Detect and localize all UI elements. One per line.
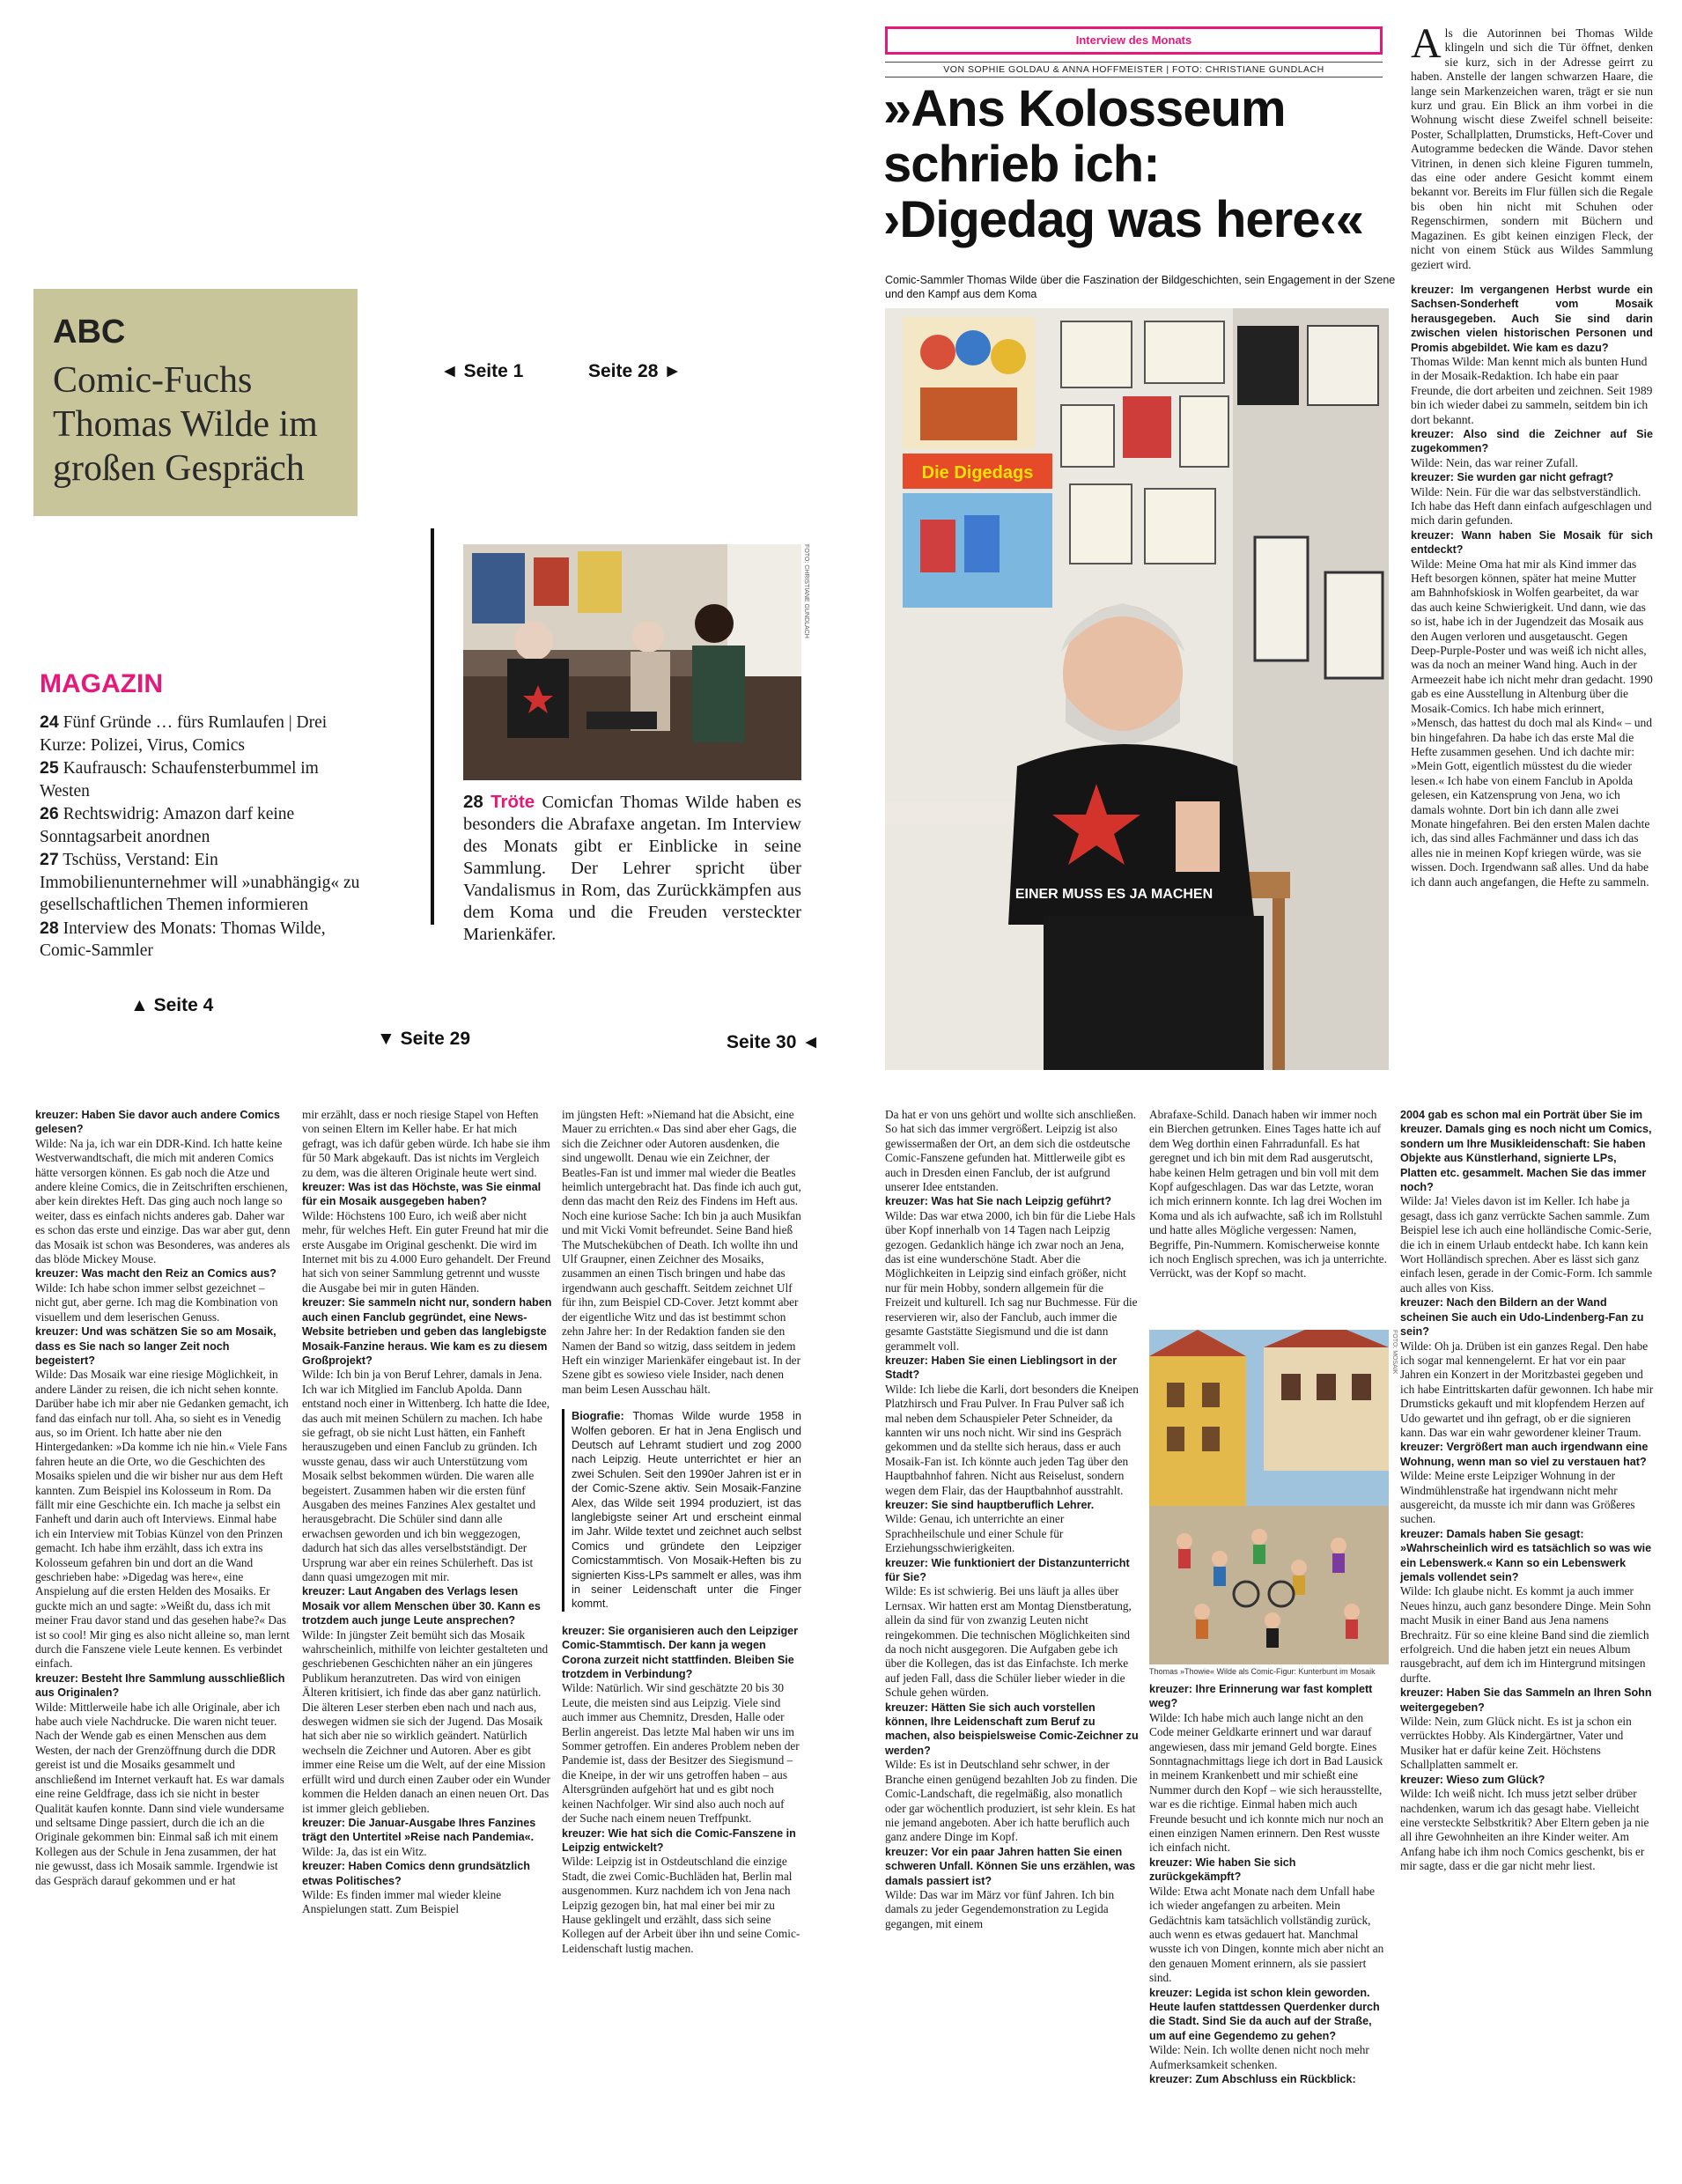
teaser-divider <box>431 528 434 925</box>
interview-answer: im jüngsten Heft: »Niemand hat die Absicht, eine Mauer zu errichten.« Das sind aber eher Gags, die sich die Zeichner oder Autoren ausdenken, die sind ungewollt. Denau wie ein Zeichner, der Beatles-Fan ist und immer mal wieder die Beatles heimlich untergebracht hat. Das finde ich auch gut, denn das macht den Reiz des Findens im Heft aus. Noch eine kuriose Sache: Ich bin ja auch Musikfan und mit Vicki Vomit befreundet. Seine Band hieß The Mutschekübchen of Death. Ich wollte ihn und Ulf Graupner, einen Zeichner des Mosaiks, zusammen an einen Tisch bringen und habe das irgendwann auch geschafft. Seitdem zeichnet Ulf für ihn, zum Beispiel CD-Cover. Jetzt kommt aber der eigentliche Witz und das ist bestimmt schon zehn Jahre her: In der Redaktion fanden sie den Namen der Band so witzig, dass seitdem in jedem Heft ein winziger Marienkäfer eingebaut ist. In der Szene gibt es sowieso viele Insider, nach denen man beim Lesen Ausschau hält. <box>562 1108 801 1396</box>
headline <box>883 81 1412 247</box>
interview-question: kreuzer: Die Januar-Ausgabe Ihres Fanzines trägt den Untertitel »Reise nach Pandemia«. <box>302 1816 536 1844</box>
bio-label: Biografie: <box>572 1409 624 1423</box>
interview-question: kreuzer: Wann haben Sie Mosaik für sich entdeckt? <box>1411 528 1653 557</box>
magazin-heading: MAGAZIN <box>40 669 163 698</box>
shirt-slogan: EINER MUSS ES JA MACHEN <box>1014 887 1214 902</box>
magazin-item <box>40 849 365 917</box>
interview-question: kreuzer: Hätten Sie sich auch vorstellen können, Ihre Leidenschaft zum Beruf zu machen, also beispielsweise Comic-Zeichner zu werden? <box>885 1701 1139 1757</box>
abc-label: ABC <box>53 314 126 350</box>
interview-question: kreuzer: Wieso zum Glück? <box>1400 1773 1546 1786</box>
teaser-body: Comicfan Thomas Wilde haben es besonders die Abrafaxe angetan. Im Interview des Monats gibt er Einblicke in seine Sammlung. Der Lehrer spricht über Vandalismus in Rom, das Zurückkämpfen aus dem Koma und die Freuden versteckter Marienkäfer. <box>463 793 802 944</box>
interview-answer: Wilde: Es ist schwierig. Bei uns läuft ja alles über Lernsax. Wir hatten erst am Montag Dienstberatung, allein da sind für von zwanzig Leuten nicht reingekommen. Die technischen Möglichkeiten sind da noch nicht ausgegoren. Die Aufgaben gebe ich über die Kollegen, das ist das Einfachste. Ich merke auf jeden Fall, dass die Schüler lieber wieder in die Schule gehen würden. <box>885 1584 1132 1700</box>
interview-column-f <box>1400 1108 1656 1874</box>
interview-column-e <box>1149 1108 1389 1281</box>
abc-title: Comic-Fuchs Thomas Wilde im großen Gespräch <box>53 360 318 489</box>
interview-column-e2 <box>1149 1682 1389 2086</box>
page-ref-seite-1: ◄ Seite 1 <box>440 361 524 381</box>
abc-box <box>33 289 358 516</box>
magazin-item <box>40 712 365 756</box>
page-ref-seite-29: ▼ Seite 29 <box>377 1029 471 1049</box>
section-label: Interview des Monats <box>885 26 1383 55</box>
intro-paragraph <box>1411 20 1653 272</box>
magazin-item-text: Kaufrausch: Schaufensterbummel im Westen <box>40 759 319 801</box>
interview-answer: Wilde: Es finden immer mal wieder kleine Anspielungen statt. Zum Beispiel <box>302 1887 502 1916</box>
interview-answer: Wilde: Meine Oma hat mir als Kind immer das Heft besorgen können, später hat meine Mutter am Bahnhofskiosk in Wolfen gearbeitet, da war das auch keine Schwierigkeit. Und dann, wie das so ist, habe ich in der Jugendzeit das Mosaik aus den Augen verloren und ausgetauscht. Gegen Deep-Purple-Poster und was weiß ich nicht alles, was da noch an meiner Wand hing. Auch in der Armeezeit habe ich nicht mehr dran gedacht. 1990 gab es eine Ausstellung in Altenburg über die Mosaik-Comics. Ich habe mich erinnert, »Mensch, das hattest du doch mal als Kind« – und bin hingefahren. Da habe ich das erste Mal die Hefte zusammen gesehen. Und ich dachte mir: »Mein Gott, eigentlich müsstest du die wieder lesen.« Ich habe von einem Fanclub in Apolda gelesen, ein Katzensprung von Jena, wo ich damals wohnte. Dort bin ich dann alle zwei Monate hingefahren. Bei den ersten Malen dachte ich, das sind alles Fachmänner und dass ich das alles nie in meinen Kopf kriegen würde, was sie wissen. Doch. Irgendwann saß alles. Und da habe ich dann auch angefangen, die Hefte zu sammeln. <box>1411 557 1653 889</box>
comic-caption: Thomas »Thowie« Wilde als Comic-Figur: Kunterbunt im Mosaik <box>1149 1667 1376 1676</box>
interview-answer: Wilde: Das war im März vor fünf Jahren. Ich bin damals zu jeder Gegendemonstration zu Legida gegangen, mit einem <box>885 1887 1115 1930</box>
interview-answer: Wilde: Ja, das ist ein Witz. <box>302 1844 427 1858</box>
interview-question: kreuzer: Damals haben Sie gesagt: »Wahrscheinlich wird es tatsächlich so was wie ein Lebenswerk.« Kann so ein Lebenswerk jemals vollendet sein? <box>1400 1527 1652 1583</box>
interview-question: kreuzer: Was macht den Reiz an Comics aus? <box>35 1267 277 1280</box>
interview-question: kreuzer: Wie haben Sie sich zurückgekämpft? <box>1149 1856 1296 1884</box>
subheadline: Comic-Sammler Thomas Wilde über die Faszination der Bildgeschichten, sein Engagement in der Szene und den Kampf aus dem Koma <box>885 274 1396 300</box>
interview-answer: Wilde: Ich habe mich auch lange nicht an den Code meiner Geldkarte erinnert und war darauf angewiesen, dass mir jemand Geld borgte. Eines Sonntagnachmittags liege ich dort in Bad Lausick in meinem Krankenbett und mir schießt eine Nummer durch den Kopf – wie sich herausstellte, war es die richtige. Einmal haben mich auch Freunde besucht und ich konnte mich nur noch an einen einzigen Namen erinnern. Den Rest wusste ich einfach nicht. <box>1149 1710 1383 1855</box>
intro-column <box>1411 20 1653 889</box>
interview-question: kreuzer: Wie funktioniert der Distanzunterricht für Sie? <box>885 1556 1130 1583</box>
bio-box <box>562 1409 801 1612</box>
interview-question: kreuzer: Haben Sie einen Lieblingsort in der Stadt? <box>885 1354 1118 1382</box>
intro-text: ls die Autorinnen bei Thomas Wilde klingeln und sich die Tür öffnet, denken sie kurz, sich in der Adresse geirrt zu haben. Anstelle der langen schwarzen Haare, die lange sein Markenzeichen waren, trägt er sie nun kurz und grau. Ein Blick an ihm vorbei in die Wohnung wischt diese Zweifel schnell beiseite: Poster, Schallplatten, Drumsticks, Heft-Cover und Autogramme bedecken die Wände. Davor stehen Vitrinen, in denen sich kleine Figuren tummeln, das eine oder andere Gesicht kommt einem bekannt vor. Bereits im Flur füllen sich die Regale bis oben hin nicht mit Schuhen oder Regenschirmen, sondern mit Büchern und Magazinen. Es gibt keinen einzigen Fleck, der nicht von einem Stück aus Wildes Sammlung geziert wird. <box>1411 26 1653 271</box>
interview-answer: Wilde: Das Mosaik war eine riesige Möglichkeit, in andere Länder zu reisen, die ich nicht sehen konnte. Darüber habe ich mir aber nie Gedanken gemacht, ich fand das einfach nur toll. Aha, so sieht es in Venedig aus, so im Orient. Ich hatte aber nie den Hintergedanken: »Da komme ich nie hin.« Viele Fans fahren heute an die Orte, wo die Geschichten des Mosaiks spielen und die wir bisher nur aus dem Heft kannten. Zum Beispiel ins Kolosseum in Rom. Da fällt mir eine Geschichte ein. Ich mache ja selbst ein Fanheft und darin auch oft Interviews. Einmal habe ich ein Interview mit Tobias Künzel von den Prinzen gemacht. Ich habe ihm erzählt, dass ich extra ins Kolosseum gefahren bin und dort an die Wand geschrieben habe: »Digedag was here«, eine Anspielung auf die ersten Helden des Mosaiks. Er guckte mich an und sagte: »Weißt du, dass ich mit meiner Frau davor stand und das gesehen habe?« Das ist so cool! Mir ging es also nicht alleine so, man lernt durch die Fanszene viele Leute kennen. Es verbindet einfach. <box>35 1368 290 1671</box>
bio-text: Thomas Wilde wurde 1958 in Wolfen geboren. Er hat in Jena Englisch und Deutsch auf Lehramt studiert und zog 2000 nach Leipzig. Heute unterrichtet er hier an zwei Schulen. Seit den 1990er Jahren ist er in der Comic-Szene aktiv. Sein Mosaik-Fanzine Alex, das Wilde seit 1994 produziert, ist das langlebigste seiner Art und erscheint einmal im Jahr. Wilde textet und zeichnet auch selbst Comics und gründete den Leipziger Comicstammtisch. Von Mosaik-Heften bis zu signierten Kiss-LPs sammelt er alles, was ihm in seiner Leidenschaft unter die Finger kommt. <box>572 1409 801 1611</box>
interview-answer: Wilde: Leipzig ist in Ostdeutschland die einzige Stadt, die zwei Comic-Buchläden hat, Berlin mal ausgenommen. Kurz nachdem ich von Jena nach Leipzig gezogen bin, hat mal einer bei mir zu Hause geklingelt und erzählt, dass sich seine Kollegen auf der Arbeit über ihn und seine Comic-Leidenschaft lustig machen. <box>562 1855 800 1955</box>
interview-answer: Wilde: Das war etwa 2000, ich bin für die Liebe Hals über Kopf innerhalb von 14 Tagen nach Leipzig gezogen. Gedanklich hänge ich zwar noch an Jena, das ist eine wunderschöne Stadt. Aber die Möglichkeiten in Leipzig sind einfach größer, nicht nur für mein Hobby, sondern allgemein für die Freizeit und kulturell. Ich sag nur Buchmesse. Für die reservieren wir, also der Fanclub, auch immer die gesamte Gaststätte Siegismund und die ist dann gerammelt voll. <box>885 1208 1138 1353</box>
interview-answer: Wilde: Ich weiß nicht. Ich muss jetzt selber drüber nachdenken, warum ich das gesagt habe. Vielleicht eine versteckte Selbstkritik? Aber Eltern geben ja nie all ihre Gewohnheiten an ihre Kinder weiter. Am Anfang habe ich ihm noch Comics geschenkt, bis er mir sagte, dass er die gar nicht mehr liest. <box>1400 1787 1649 1873</box>
interview-answer: Wilde: Meine erste Leipziger Wohnung in der Windmühlenstraße hat irgendwann nicht mehr ausgereicht, da musste ich mir dann was Größeres suchen. <box>1400 1469 1635 1526</box>
magazin-item-number: 25 <box>40 758 59 778</box>
interview-column-c-wrap <box>562 1108 801 1956</box>
teaser-page-number: 28 <box>463 792 483 812</box>
interview-question: kreuzer: Was ist das Höchste, was Sie einmal für ein Mosaik ausgegeben haben? <box>302 1181 542 1208</box>
comic-illustration <box>1149 1330 1389 1664</box>
interview-answer: Wilde: Natürlich. Wir sind geschätzte 20 bis 30 Leute, die meisten sind aus Leipzig. Viele sind auch immer aus Chemnitz, Dresden, Halle oder Berlin angereist. Das letzte Mal haben wir uns im Sommer getroffen. Ein anderes Problem neben der Pandemie ist, dass der Besitzer des Siegismund – die Kneipe, in der wir uns getroffen haben – aus Altersgründen aufgehört hat und es gibt noch keinen Nachfolger. Wir sind also auch noch auf der Suche nach einem neuen Treffpunkt. <box>562 1681 800 1826</box>
interview-answer: Wilde: Es ist in Deutschland sehr schwer, in der Branche einen genügend bezahlten Job zu finden. Die Comic-Landschaft, die regelmäßig, also monatlich oder gar wöchentlich produziert, ist sehr klein. Es hat nie jemand angeboten. Aber ich hatte beruflich auch ganz andere Dinge im Kopf. <box>885 1758 1138 1844</box>
interview-column-c2 <box>562 1624 801 1956</box>
interview-question: 2004 gab es schon mal ein Porträt über Sie im kreuzer. Damals ging es noch nicht um Comics, sondern um Ihre Musikleidenschaft: Sie haben Objekte aus Künstlerhand, signierte LPs, Platten etc. gesammelt. Machen Sie das immer noch? <box>1400 1109 1652 1194</box>
dropcap: A <box>1411 20 1442 67</box>
magazin-item-text: Interview des Monats: Thomas Wilde, Comic-Sammler <box>40 919 326 960</box>
interview-question: kreuzer: Haben Sie das Sammeln an Ihren Sohn weitergegeben? <box>1400 1686 1652 1714</box>
teaser-photo <box>463 544 801 780</box>
main-photo <box>885 308 1389 1070</box>
interview-answer: mir erzählt, dass er noch riesige Stapel von Heften von seinen Eltern im Keller habe. Er hat mich gefragt, was ich dafür geben würde. Ich habe sie ihm für 50 Mark abgekauft. Das ist nichts im Vergleich zu dem, was die älteren Originale heute wert sind. <box>302 1108 550 1179</box>
interview-question: kreuzer: Was hat Sie nach Leipzig geführt? <box>885 1195 1112 1208</box>
interview-question: kreuzer: Also sind die Zeichner auf Sie zugekommen? <box>1411 427 1653 455</box>
interview-answer: Wilde: Nein. Ich wollte denen nicht noch mehr Aufmerksamkeit schenken. <box>1149 2043 1369 2071</box>
interview-question: kreuzer: Laut Angaben des Verlags lesen Mosaik vor allem Menschen über 30. Kann es trotzdem auch junge Leute ansprechen? <box>302 1585 541 1627</box>
magazin-list <box>40 712 365 963</box>
magazin-item <box>40 803 365 848</box>
interview-question: kreuzer: Wie hat sich die Comic-Fanszene in Leipzig entwickelt? <box>562 1826 796 1854</box>
interview-question: kreuzer: Und was schätzen Sie so am Mosaik, dass es Sie nach so langer Zeit noch begeistert? <box>35 1325 277 1367</box>
teaser-text <box>463 791 801 946</box>
interview-answer: Wilde: Mittlerweile habe ich alle Originale, aber ich habe auch viele Nachdrucke. Die waren nicht teuer. Nach der Wende gab es einen Menschen aus dem Westen, der nach der Grenzöffnung durch die DDR gereist ist und die Mosaiks gesammelt und anschließend im Internet verkauft hat. Es war damals eine reine Geldfrage, dass ich sie nicht in bester Qualität kaufen konnte. Dann sind viele wundersame und seltsame Dinge passiert, durch die ich an die Originale gekommen bin: Einmal saß ich mit einem Kollegen aus der Schule in Jena zusammen, der hat nie gewusst, dass ich Mosaik sammle. Irgendwie ist das Gespräch darauf gekommen und er hat <box>35 1700 284 1887</box>
interview-answer: Wilde: Ja! Vieles davon ist im Keller. Ich habe ja gesagt, dass ich ganz verrückte Sachen sammle. Zum Beispiel lese ich auch eine holländische Comic-Serie, die ich in einem Urlaub entdeckt habe. Ich kann kein Wort Holländisch sprechen. Aber es lässt sich ganz einfach lesen, gerade in der Comic-Form. Ich sammle auch alles von Kiss. <box>1400 1194 1653 1295</box>
page-ref-seite-28: Seite 28 ► <box>588 361 682 381</box>
interview-question: kreuzer: Vor ein paar Jahren hatten Sie einen schweren Unfall. Können Sie uns erzählen, was damals passiert ist? <box>885 1845 1136 1887</box>
interview-answer: Abrafaxe-Schild. Danach haben wir immer noch ein Bierchen getrunken. Eines Tages hatte ich auf dem Weg dorthin einen Fahrradunfall. Es hat geregnet und ich bin mit dem Rad ausgerutscht, habe keinen Helm getragen und bin voll mit dem Kopf aufgeschlagen. Das war das Letzte, woran ich mich erinnern konnte. Ich lag drei Wochen im Koma und als ich aufwachte, saß ich im Rollstuhl und hatte alles Mögliche vergessen: Namen, Begriffe, Pin-Nummern. Komischerweise konnte ich noch Englisch sprechen, was ich ja unterrichte. Verrückt, was der Kopf so macht. <box>1149 1108 1387 1280</box>
interview-question: kreuzer: Sie sind hauptberuflich Lehrer. <box>885 1498 1095 1511</box>
interview-question: kreuzer: Nach den Bildern an der Wand scheinen Sie auch ein Udo-Lindenberg-Fan zu sein? <box>1400 1296 1644 1339</box>
comic-panel-image <box>1149 1330 1389 1664</box>
interview-question: kreuzer: Haben Sie davor auch andere Comics gelesen? <box>35 1109 280 1136</box>
interview-answer: Wilde: Ich glaube nicht. Es kommt ja auch immer Neues hinzu, auch ganz besondere Dinge. Mein Sohn macht Musik in einer Band aus Jena namens Brechraitz. Für so eine kleine Band sind die ziemlich erfolgreich. Und die haben jetzt ein neues Album rausgebracht, auf dem ich im Hintergrund mitsingen durfte. <box>1400 1584 1651 1685</box>
page-ref-seite-4: ▲ Seite 4 <box>130 995 214 1015</box>
interview-question: kreuzer: Ihre Erinnerung war fast komplett weg? <box>1149 1683 1373 1710</box>
interview-answer: Wilde: In jüngster Zeit bemüht sich das Mosaik wahrscheinlich, mithilfe von leichter gestalteten und geschriebenen Geschichten näher an ein jüngeres Publikum heranzutreten. Das wird von einigen Älteren kritisiert, ich finde das aber ganz natürlich. Die älteren Leser sterben eben nach und nach aus, deswegen widmen sie sich der Jugend. Das Mosaik hat sich aber nie so wirklich geändert. Natürlich wechseln die Zeichner und Autoren. Aber es gibt immer eine Reise um die Welt, auf der eine Mission erfüllt wird und durch einen Zauber oder ein Wunder kommen die Helden danach an einen neuen Ort. Das ist immer gleich geblieben. <box>302 1627 551 1815</box>
interview-answer: Wilde: Höchstens 100 Euro, ich weiß aber nicht mehr, für welches Heft. Ein guter Freund hat mir die erste Ausgabe im Original geschenkt. Die wird im Internet mit bis zu 4.000 Euro gehandelt. Der Freund hat sich von seiner Sammlung getrennt und wusste die Ausgabe bei mir in guten Händen. <box>302 1208 551 1295</box>
interview-answer: Wilde: Na ja, ich war ein DDR-Kind. Ich hatte keine Westverwandtschaft, die mich mit anderen Comics hätte versorgen können. Es gab noch die Atze und andere kleine Comics, die in Zeitschriften erschienen, aber kein direktes Heft. Das ging auch noch lange so weiter, dass es einfach nichts anderes gab. Daher war es schon das erste und einzige. Das war aber gut, denn das Mosaik ist schon was Besonderes, was anderes als das blöde Mickey Mouse. <box>35 1136 291 1266</box>
interview-answer: Thomas Wilde: Man kennt mich als bunten Hund in der Mosaik-Redaktion. Ich habe ein paar Freunde, die dort arbeiten und zeichnen. Seit 1989 bin ich wieder dabei zu sammeln, seitdem bin ich dort bekannt. <box>1411 354 1653 426</box>
interview-answer: Wilde: Nein, das war reiner Zufall. <box>1411 455 1579 469</box>
interview-answer: Wilde: Ich habe schon immer selbst gezeichnet – nicht gut, aber gerne. Ich mag die Kombination von visuellem und dem leserischen Genuss. <box>35 1280 278 1324</box>
teaser-keyword: Tröte <box>491 792 535 812</box>
magazin-item-number: 24 <box>40 712 59 732</box>
page-ref-seite-30: Seite 30 ◄ <box>727 1032 821 1052</box>
magazin-item <box>40 918 365 963</box>
interview-column-b <box>302 1108 553 1917</box>
magazin-item-number: 27 <box>40 850 59 869</box>
magazin-item <box>40 757 365 802</box>
interview-answer: Wilde: Oh ja. Drüben ist ein ganzes Regal. Den habe ich sogar mal kennengelernt. Er hat vor ein paar Jahren ein Konzert in der Moritzbastei gegeben und ich habe Eintrittskarten dafür gewonnen. Ich habe mir Drumsticks gekauft und mit klopfendem Herzen auf Udo gewartet und ihn gefragt, ob er die signieren kann. Das war ein wahr gewordener kleiner Traum. <box>1400 1339 1654 1439</box>
interview-answer: Wilde: Ich bin ja von Beruf Lehrer, damals in Jena. Ich war ich Mitglied im Fanclub Apolda. Dann entstand noch einer in Wittenberg. Ich hatte die Idee, das auch mit meinen Schülern zu machen. Ich habe sie gefragt, ob sie nicht Lust hätten, ein Fanheft herauszugeben und einen Fanclub zu gründen. Ich wusste genau, dass wir auch Unterstützung vom Mosaik selbst bekommen würden. Die waren alle begeistert. Zusammen haben wir die ersten fünf Ausgaben des meines Fanzines Alex gestaltet und herausgebracht. Die Schüler sind dann alle erwachsen geworden und ich bin weggezogen, dadurch hat sich das alles verselbstständigt. Der Ursprung war aber ein reines Schülerheft. Das ist dann quasi umgezogen mit mir. <box>302 1368 550 1583</box>
magazin-item-number: 26 <box>40 804 59 823</box>
comic-credit: FOTO: MOSAIK <box>1391 1330 1398 1375</box>
magazin-item-text: Tschüss, Verstand: Ein Immobilienunternehmer will »unabhängig« zu gesellschaftlichen Themen informieren <box>40 851 360 914</box>
teaser-photo-illustration <box>463 544 801 780</box>
interview-column-1 <box>1411 283 1653 889</box>
interview-answer: Wilde: Nein, zum Glück nicht. Es ist ja schon ein verrücktes Hobby. Als Kindergärtner, Vater und Musiker hat er dafür keine Zeit. Höchstens Schallplatten sammelt er. <box>1400 1715 1632 1772</box>
interview-question: kreuzer: Sie sammeln nicht nur, sondern haben auch einen Fanclub gegründet, eine News-Website betrieben und geben das langlebigste Mosaik-Fanzine heraus. Wie kam es zu diesem Großprojekt? <box>302 1296 552 1367</box>
teaser-photo-credit: FOTO: CHRISTIANE GUNDLACH <box>803 544 809 638</box>
interview-answer: Wilde: Nein. Für die war das selbstverständlich. Ich habe das Heft dann einfach aufgeschlagen und mich darin gefunden. <box>1411 484 1652 528</box>
interview-answer: Wilde: Etwa acht Monate nach dem Unfall habe ich wieder angefangen zu arbeiten. Mein Gedächtnis kam tatsächlich vollständig zurück, auch wenn es etwas gedauert hat. Manchmal wusste ich von Dingen, konnte mich aber nicht an den genauen Moment erinnern, als sie passiert sind. <box>1149 1884 1384 1985</box>
interview-answer: Wilde: Genau, ich unterrichte an einer Sprachheilschule und einer Schule für Erziehungsschwierigkeiten. <box>885 1512 1065 1555</box>
magazin-item-text: Fünf Gründe … fürs Rumlaufen | Drei Kurze: Polizei, Virus, Comics <box>40 713 328 755</box>
interview-column-c <box>562 1108 801 1397</box>
interview-question: kreuzer: Vergrößert man auch irgendwann eine Wohnung, wenn man so viel zu verstauen hat? <box>1400 1441 1649 1468</box>
interview-question: kreuzer: Besteht Ihre Sammlung ausschließlich aus Originalen? <box>35 1671 285 1700</box>
interview-question: kreuzer: Zum Abschluss ein Rückblick: <box>1149 2072 1356 2085</box>
digedags-sign: Die Digedags <box>921 463 1034 483</box>
main-photo-illustration <box>885 308 1389 1070</box>
byline: VON SOPHIE GOLDAU & ANNA HOFFMEISTER | FOTO: CHRISTIANE GUNDLACH <box>885 62 1383 77</box>
headline-line: »Ans Kolosseum <box>883 80 1286 137</box>
interview-answer: Da hat er von uns gehört und wollte sich anschließen. So hat sich das immer vergrößert. Leipzig ist also gewissermaßen der Ort, an dem sich die ostdeutsche Comic-Fanszene gefunden hat. Mittlerweile gibt es auch in Dresden einen Fanclub, der ist aufgrund unserer Idee entstanden. <box>885 1108 1137 1194</box>
magazin-item-number: 28 <box>40 918 59 938</box>
headline-line: ›Digedag was here‹« <box>883 191 1364 248</box>
interview-column-d <box>885 1108 1140 1931</box>
interview-answer: Wilde: Ich liebe die Karli, dort besonders die Kneipen Platzhirsch und Frau Pulver. In Frau Pulver saß ich mal neben dem Schauspieler Peter Schneider, da kannten wir uns noch nicht. Wir sind ins Gespräch gekommen und da stellte sich heraus, dass er auch Mosaik-Fan ist. Ich könnte auch jeden Tag über den Hauptbahnhof fahren. Nicht aus Reiselust, sondern wegen dem Flair, das der Hauptbahnhof ausstrahlt. <box>885 1382 1139 1497</box>
magazin-item-text: Rechtswidrig: Amazon darf keine Sonntagsarbeit anordnen <box>40 805 295 846</box>
interview-question: kreuzer: Legida ist schon klein geworden. Heute laufen stattdessen Querdenker durch die Stadt. Sind Sie da auch auf der Straße, um auf eine Gegendemo zu gehen? <box>1149 1986 1380 2042</box>
interview-question: kreuzer: Haben Comics denn grundsätzlich etwas Politisches? <box>302 1860 530 1887</box>
interview-question: kreuzer: Im vergangenen Herbst wurde ein Sachsen-Sonderheft vom Mosaik herausgegeben. Auch Sie sind darin zwischen vielen historischen Personen und Promis abgebildet. Wie kam es dazu? <box>1411 283 1653 354</box>
headline-line: schrieb ich: <box>883 136 1160 193</box>
interview-question: kreuzer: Sie wurden gar nicht gefragt? <box>1411 471 1614 484</box>
interview-column-a <box>35 1108 291 1888</box>
interview-question: kreuzer: Sie organisieren auch den Leipziger Comic-Stammtisch. Der kann ja wegen Corona zurzeit nicht stattfinden. Bleiben Sie trotzdem in Verbindung? <box>562 1624 799 1681</box>
